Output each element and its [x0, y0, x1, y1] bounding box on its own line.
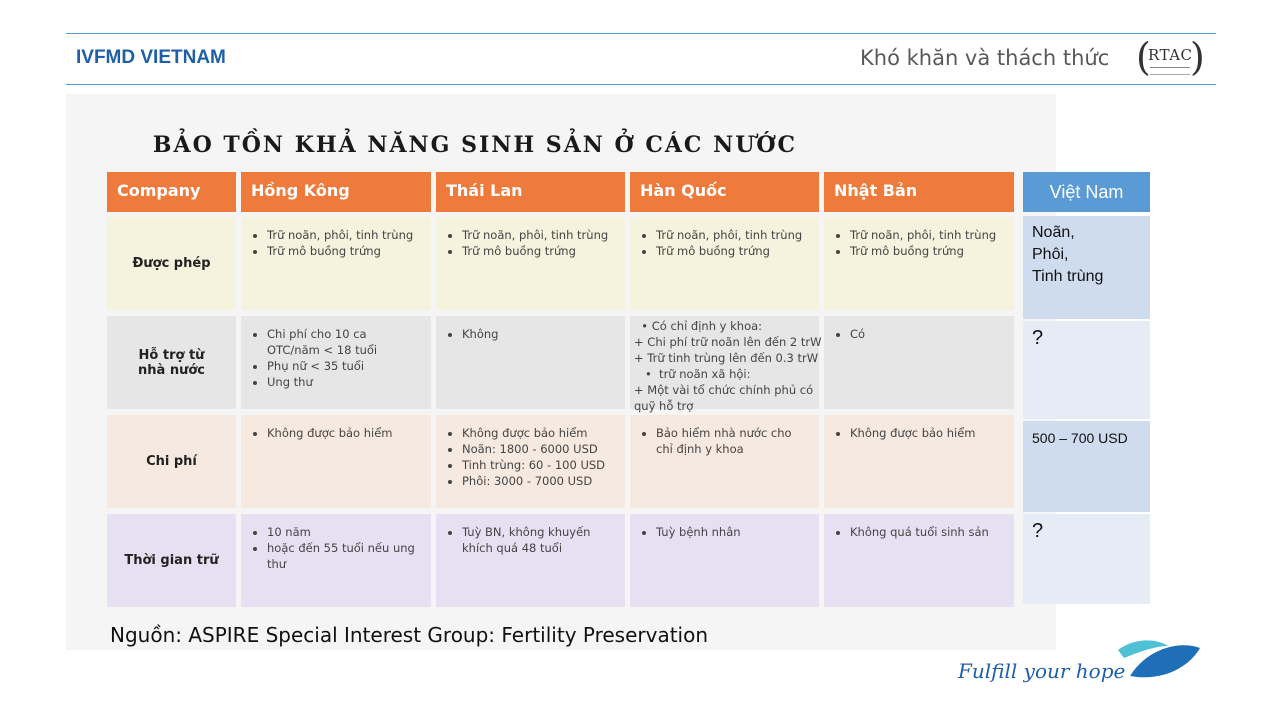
list-item: • Ung thư — [267, 374, 419, 390]
cell-support-hk — [241, 316, 431, 409]
list-item: • Bảo hiểm nhà nước cho chỉ định y khoa — [656, 425, 807, 457]
row-label-line: nhà nước — [138, 362, 205, 378]
row-label-cost: Chi phí — [107, 415, 236, 508]
list-item: • Tuỳ BN, không khuyến khích quá 48 tuổi — [462, 524, 613, 556]
source-note: Nguồn: ASPIRE Special Interest Group: Fertility Preservation — [110, 623, 709, 647]
list-item: • Trữ noãn, phôi, tinh trùng — [850, 227, 1002, 243]
list-item: • Không được bảo hiểm — [462, 425, 613, 441]
list-item: • 10 năm — [267, 524, 419, 540]
list-item: • Noãn: 1800 - 6000 USD — [462, 441, 613, 457]
list-item: • Trữ mô buồng trứng — [267, 243, 419, 259]
row-label-storage-time: Thời gian trữ — [107, 514, 236, 607]
list-item: • Phôi: 3000 - 7000 USD — [462, 473, 613, 489]
list-item: • Trữ noãn, phôi, tinh trùng — [267, 227, 419, 243]
cell-support-jp — [824, 316, 1014, 409]
list-item: • Không quá tuổi sinh sản — [850, 524, 1002, 540]
list-item: • Trữ mô buồng trứng — [850, 243, 1002, 259]
cell-support-kr — [630, 316, 822, 413]
text-line: • Có chỉ định y khoa: — [634, 319, 763, 333]
cell-cost-kr — [630, 415, 819, 508]
list-item: • Phụ nữ < 35 tuổi — [267, 358, 419, 374]
col-header-hong-kong: Hồng Kông — [241, 172, 431, 212]
col-header-nhat-ban: Nhật Bản — [824, 172, 1014, 212]
list-item: • Tuỳ bệnh nhân — [656, 524, 807, 540]
vietnam-support: ? — [1023, 321, 1150, 419]
slogan: Fulfill your hope — [958, 659, 1126, 683]
col-header-company: Company — [107, 172, 236, 212]
col-header-han-quoc: Hàn Quốc — [630, 172, 819, 212]
vietnam-storage: ? — [1023, 514, 1150, 604]
row-label-line: Hỗ trợ từ — [138, 347, 205, 363]
list-item: • Không được bảo hiểm — [267, 425, 419, 441]
slide-title: Khó khăn và thách thức — [860, 46, 1110, 70]
vietnam-cost: 500 – 700 USD — [1023, 421, 1150, 512]
rtac-logo: ( RTAC ) — [1136, 35, 1205, 79]
list-item: • Không — [462, 326, 613, 342]
cell-storage-hk — [241, 514, 431, 607]
cell-storage-th — [436, 514, 625, 607]
text-line: Tinh trùng — [1032, 268, 1104, 285]
text-line: + Một vài tổ chức chính phủ có — [634, 383, 814, 397]
cell-allowed-th — [436, 217, 625, 310]
text-line: Phôi, — [1032, 246, 1069, 263]
cell-storage-jp — [824, 514, 1014, 607]
org-name: IVFMD VIETNAM — [76, 47, 226, 68]
wave-logo-icon — [1116, 636, 1202, 682]
list-item: • hoặc đến 55 tuổi nếu ung thư — [267, 540, 419, 572]
vietnam-allowed — [1023, 216, 1150, 319]
top-rule — [66, 33, 1216, 34]
rtac-logo-text: RTAC — [1148, 46, 1193, 64]
list-item: • Trữ noãn, phôi, tinh trùng — [462, 227, 613, 243]
text-line: • trữ noãn xã hội: — [634, 367, 751, 381]
cell-cost-hk — [241, 415, 431, 508]
text-line: Noãn, — [1032, 224, 1075, 241]
table-title: BẢO TỒN KHẢ NĂNG SINH SẢN Ở CÁC NƯỚC — [152, 132, 798, 158]
cell-storage-kr — [630, 514, 819, 607]
col-header-thai-lan: Thái Lan — [436, 172, 625, 212]
cell-support-th — [436, 316, 625, 409]
cell-cost-jp — [824, 415, 1014, 508]
text-line: + Trữ tinh trùng lên đến 0.3 trW — [634, 351, 819, 365]
vietnam-header: Việt Nam — [1023, 172, 1150, 212]
list-item: • Trữ noãn, phôi, tinh trùng — [656, 227, 807, 243]
cell-allowed-kr — [630, 217, 819, 310]
list-item: • Có — [850, 326, 1002, 342]
list-item: • Trữ mô buồng trứng — [462, 243, 613, 259]
list-item: • Chi phí cho 10 ca OTC/năm < 18 tuổi — [267, 326, 419, 358]
cell-allowed-jp — [824, 217, 1014, 310]
list-item: • Không được bảo hiểm — [850, 425, 1002, 441]
cell-allowed-hk — [241, 217, 431, 310]
row-label-state-support — [107, 316, 236, 409]
list-item: • Trữ mô buồng trứng — [656, 243, 807, 259]
text-line: + Chi phí trữ noãn lên đến 2 trW — [634, 335, 822, 349]
header-rule — [66, 84, 1216, 85]
cell-cost-th — [436, 415, 625, 508]
row-label-allowed: Được phép — [107, 217, 236, 310]
list-item: • Tinh trùng: 60 - 100 USD — [462, 457, 613, 473]
text-line: quỹ hỗ trợ — [634, 399, 694, 413]
